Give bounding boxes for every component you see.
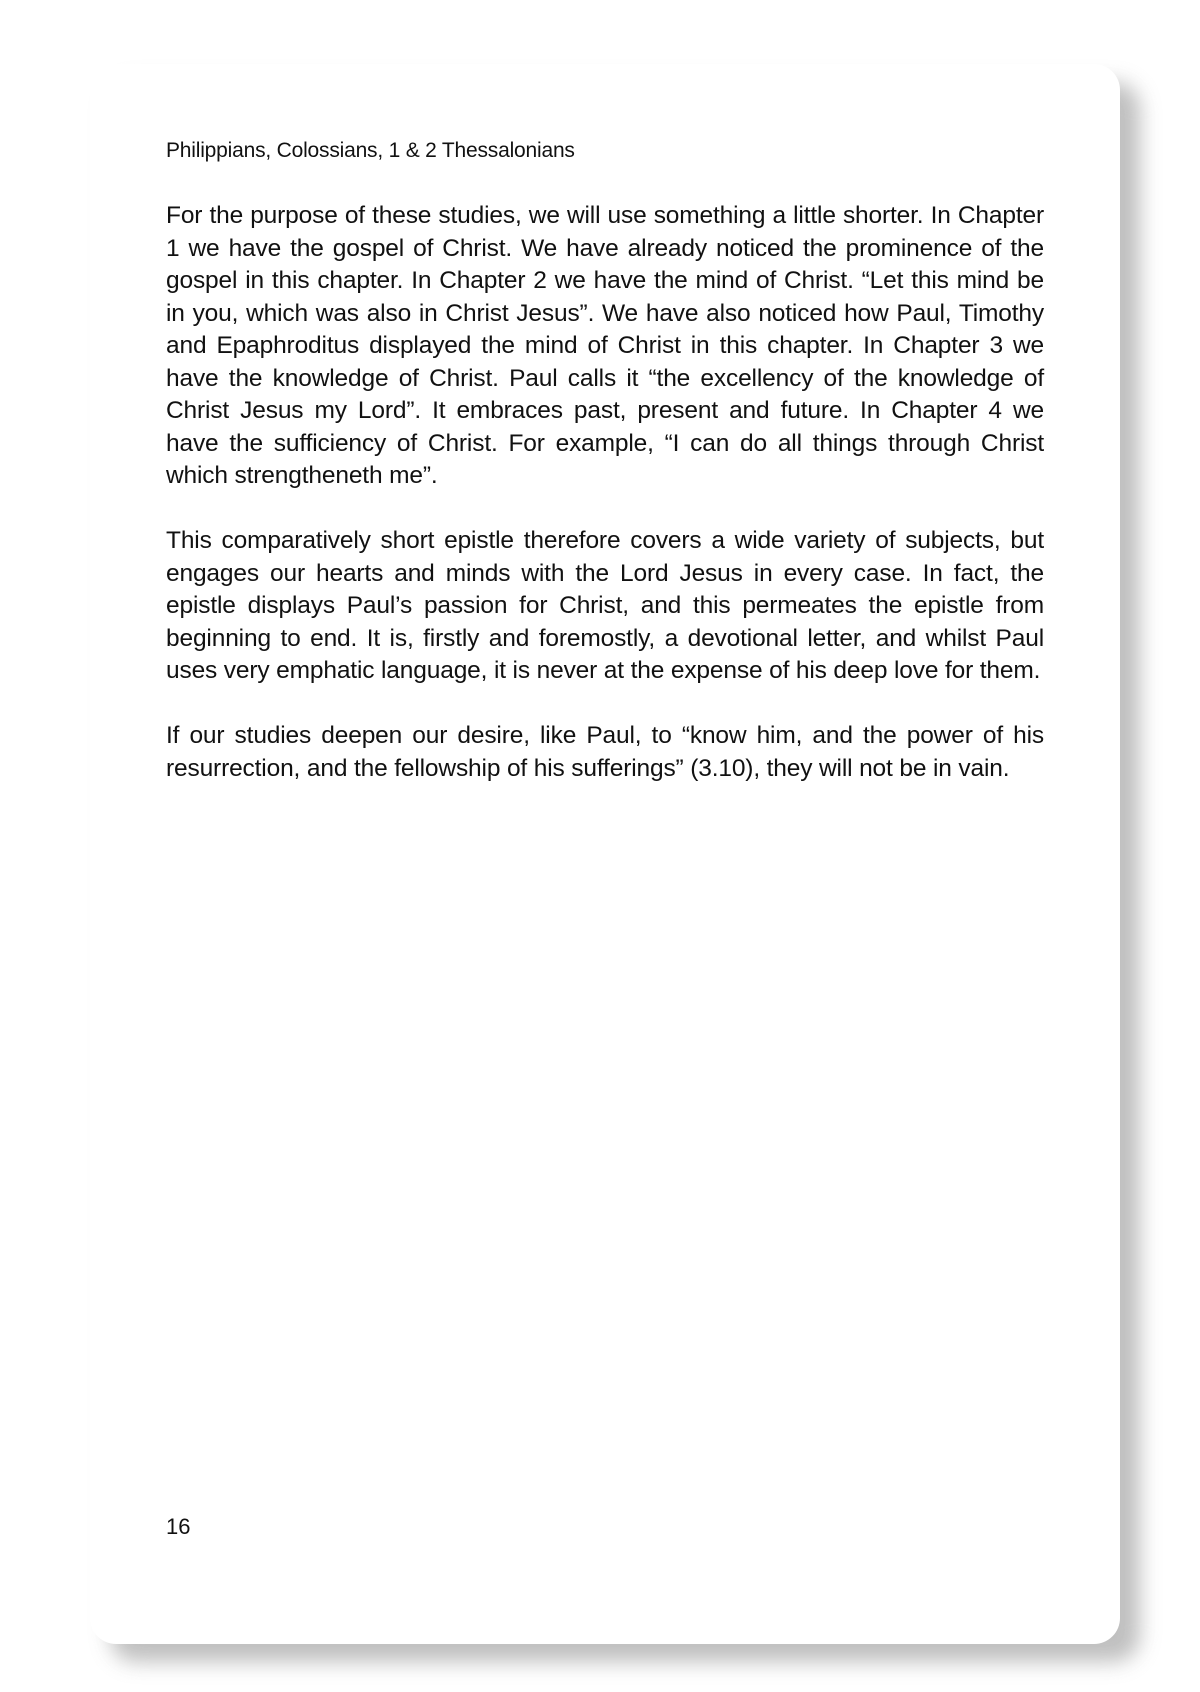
paragraph-3: If our studies deepen our desire, like Paul, to “know him, and the power of his resurrection, and the fellowship of his sufferings” (3.10), they will not be in vain. [166,722,1044,782]
paragraph-1: For the purpose of these studies, we will use something a little shorter. In Chapter 1 we have the gospel of Christ. We have already noticed the prominence of the gospel in this chapter. In Chapter 2 we have the mind of Christ. “Let this mind be in you, which was also in Christ Jesus”. We have also noticed how Paul, Timothy and Epaphroditus displayed the mind of Christ in this chapter. In Chapter 3 we have the knowledge of Christ. Paul calls it “the excellency of the knowledge of Christ Jesus my Lord”. It embraces past, present and future. In Chapter 4 we have the sufficiency of Christ. For example, “I can do all things through Christ which strengtheneth me”. [166,202,1044,489]
page-number: 16 [166,1514,191,1539]
paragraph-2: This comparatively short epistle therefore covers a wide variety of subjects, but engages our hearts and minds with the Lord Jesus in every case. In fact, the epistle displays Paul’s passion for Christ, and this permeates the epistle from beginning to end. It is, firstly and foremostly, a devotional letter, and whilst Paul uses very emphatic language, it is never at the expense of his deep love for them. [166,527,1044,684]
body-text [166,200,1044,818]
running-head: Philippians, Colossians, 1 & 2 Thessalonians [166,139,575,162]
document-page [90,64,1120,1644]
